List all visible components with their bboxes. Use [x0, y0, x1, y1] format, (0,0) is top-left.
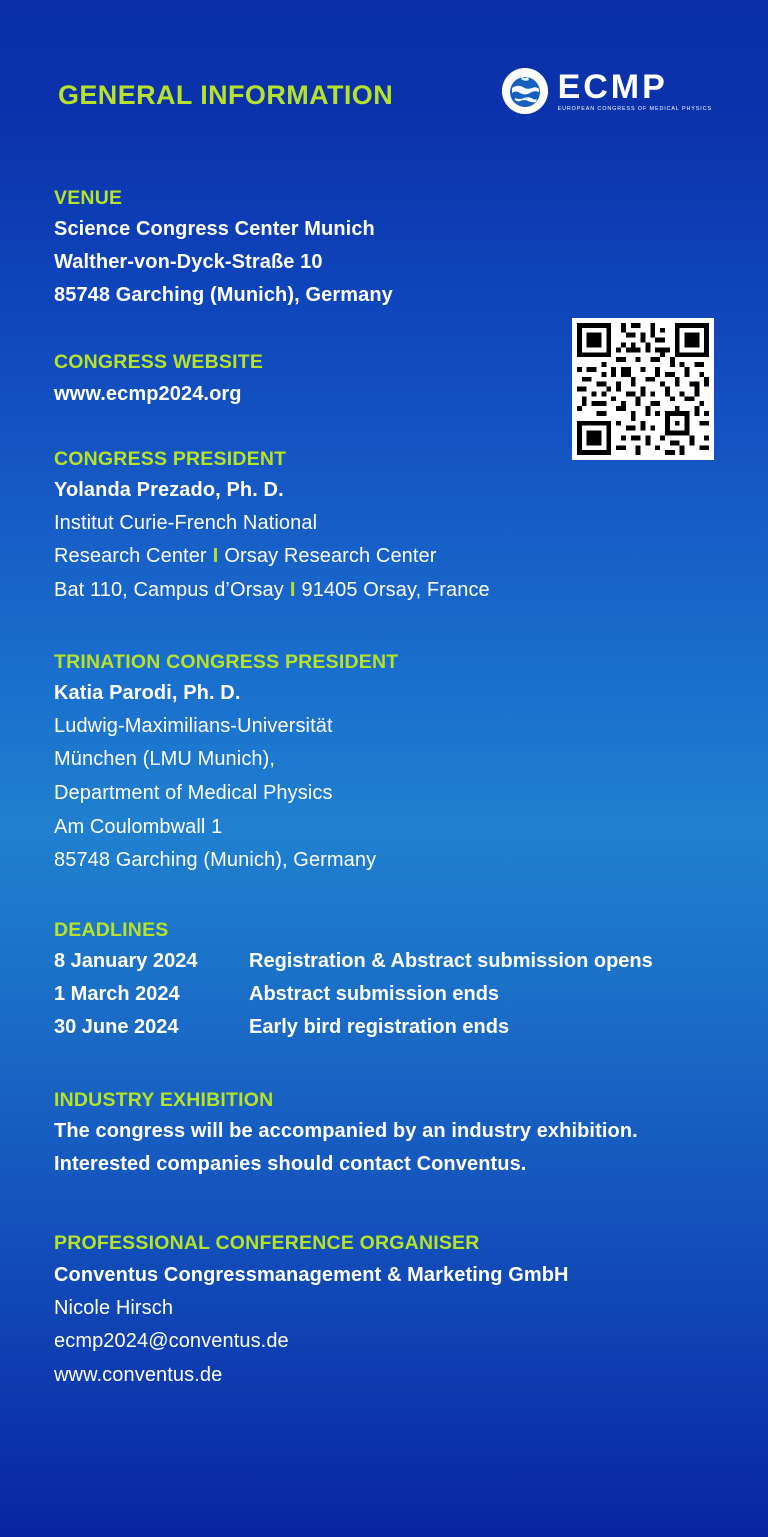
trination-president-section [54, 648, 714, 878]
page-header [54, 0, 714, 150]
deadline-text: Abstract submission ends [249, 983, 500, 1005]
deadline-row [54, 978, 714, 1011]
deadlines-section [54, 916, 714, 1044]
affiliation-3-part-a: Bat 110, Campus d’Orsay [54, 578, 284, 601]
separator-icon: I [289, 578, 296, 601]
deadline-text: Early bird registration ends [249, 1016, 510, 1038]
separator-icon: I [212, 545, 219, 568]
congress-president-section [54, 445, 714, 608]
organiser-section [54, 1229, 714, 1392]
organiser-heading: PROFESSIONAL CONFERENCE ORGANISER [54, 1232, 480, 1255]
deadline-date: 8 January 2024 [54, 950, 198, 972]
congress-president-affiliation-2 [54, 540, 714, 574]
industry-text-1: The congress will be accompanied by an industry exhibition. [54, 1120, 638, 1143]
industry-exhibition-section [54, 1086, 714, 1181]
affiliation-2-part-a: Research Center [54, 545, 207, 568]
logo-tagline: EUROPEAN CONGRESS OF MEDICAL PHYSICS [557, 105, 712, 112]
congress-president-heading: CONGRESS PRESIDENT [54, 447, 287, 470]
deadline-row [54, 1011, 714, 1044]
organiser-email[interactable]: ecmp2024@conventus.de [54, 1330, 289, 1353]
organiser-url[interactable]: www.conventus.de [54, 1363, 223, 1386]
logo-wordmark: ECMP [557, 67, 668, 106]
deadline-text: Registration & Abstract submission opens [249, 950, 653, 972]
trination-president-name: Katia Parodi, Ph. D. [54, 681, 241, 704]
trination-affiliation-4: Am Coulombwall 1 [54, 815, 223, 838]
congress-president-affiliation-1: Institut Curie-French National [54, 511, 318, 534]
affiliation-3-part-b: 91405 Orsay, France [301, 578, 490, 601]
industry-exhibition-heading: INDUSTRY EXHIBITION [54, 1089, 274, 1111]
organiser-contact: Nicole Hirsch [54, 1296, 174, 1319]
trination-affiliation-2: München (LMU Munich), [54, 748, 276, 771]
venue-line-2: Walther-von-Dyck-Straße 10 [54, 251, 323, 274]
industry-text-2: Interested companies should contact Conventus. [54, 1153, 527, 1176]
venue-heading: VENUE [54, 187, 123, 209]
page-title: GENERAL INFORMATION [58, 80, 394, 110]
deadlines-heading: DEADLINES [54, 918, 169, 941]
congress-president-affiliation-3 [54, 574, 714, 608]
venue-line-1: Science Congress Center Munich [54, 218, 375, 241]
qr-code[interactable] [572, 318, 714, 460]
logo-text [557, 67, 712, 112]
organiser-company: Conventus Congressmanagement & Marketing GmbH [54, 1263, 569, 1286]
deadline-date: 30 June 2024 [54, 1016, 179, 1038]
deadline-date: 1 March 2024 [54, 983, 180, 1005]
affiliation-2-part-b: Orsay Research Center [224, 545, 437, 568]
deadline-row [54, 945, 714, 978]
venue-section [54, 184, 714, 312]
website-url[interactable]: www.ecmp2024.org [54, 382, 242, 405]
ecmp-logo [502, 68, 712, 114]
trination-affiliation-1: Ludwig-Maximilians-Universität [54, 714, 333, 737]
venue-line-3: 85748 Garching (Munich), Germany [54, 284, 393, 307]
trination-affiliation-5: 85748 Garching (Munich), Germany [54, 849, 377, 872]
congress-president-name: Yolanda Prezado, Ph. D. [54, 478, 284, 501]
trination-affiliation-3: Department of Medical Physics [54, 781, 333, 804]
trination-president-heading: TRINATION CONGRESS PRESIDENT [54, 650, 399, 673]
globe-icon [502, 68, 548, 114]
website-heading: CONGRESS WEBSITE [54, 351, 264, 374]
